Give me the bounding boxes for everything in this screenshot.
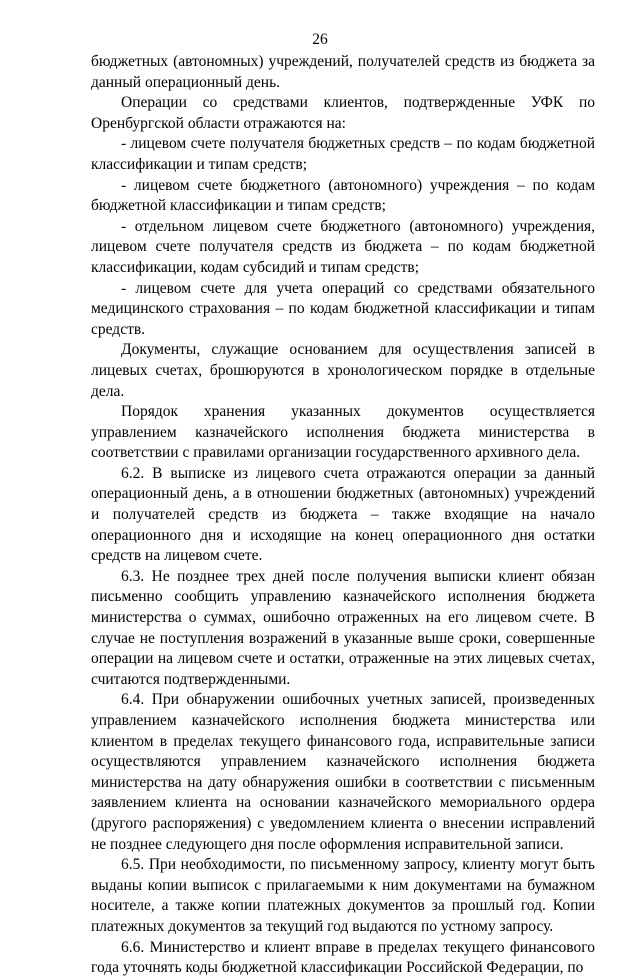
list-item-institution-account: - лицевом счете бюджетного (автономного) учреждения – по кодам бюджетной классификации и типам средств; bbox=[91, 176, 595, 215]
page-number: 26 bbox=[312, 31, 328, 48]
paragraph-section-6-4: 6.4. При обнаружении ошибочных учетных записей, произведенных управлением казначейского исполнения бюджета министерства или клиентом в пределах текущего финансового года, исправительные записи осуществляются управлением казначейского исполнения бюджета министерства на дату обнаружения ошибки в соответствии с письменным заявлением клиента на основании казначейского мемориального ордера (другого распоряжения) с уведомлением клиента о внесении исправлений не позднее следующего дня после оформления исправительной записи. bbox=[91, 691, 595, 853]
paragraph-storage-order: Порядок хранения указанных документов осуществляется управлением казначейского исполнения бюджета министерства в соответствии с правилами организации государственного архивного дела. bbox=[91, 403, 595, 462]
paragraph-documents: Документы, служащие основанием для осуществления записей в лицевых счетах, брошюруются в хронологическом порядке в отдельные дела. bbox=[91, 341, 595, 400]
paragraph-section-6-3: 6.3. Не позднее трех дней после получения выписки клиент обязан письменно сообщить управлению казначейского исполнения бюджета министерства о суммах, ошибочно отраженных на его лицевом счете. В случае не поступления возражений в указанные выше сроки, совершенные операции на лицевом счете и остатки, отраженные на этих лицевых счетах, считаются подтвержденными. bbox=[91, 567, 595, 688]
list-item-separate-account: - отдельном лицевом счете бюджетного (автономного) учреждения, лицевом счете получателя средств из бюджета – по кодам бюджетной классификации, кодам субсидий и типам средств; bbox=[91, 217, 595, 276]
list-item-medical-insurance-account: - лицевом счете для учета операций со средствами обязательного медицинского страхования – по кодам бюджетной классификации и типам средств. bbox=[91, 279, 595, 338]
paragraph-operations-intro: Операции со средствами клиентов, подтвержденные УФК по Оренбургской области отражаются на: bbox=[91, 94, 595, 132]
list-item-recipient-account: - лицевом счете получателя бюджетных средств – по кодам бюджетной классификации и типам средств; bbox=[91, 135, 595, 173]
document-body bbox=[91, 52, 595, 979]
paragraph-section-6-2: 6.2. В выписке из лицевого счета отражаются операции за данный операционный день, а в отношении бюджетных (автономных) учреждений и получателей средств из бюджета – также входящие на начало операционного дня и исходящие на конец операционного дня остатки средств на лицевом счете. bbox=[91, 464, 595, 565]
paragraph-continuation: бюджетных (автономных) учреждений, получателей средств из бюджета за данный операционный день. bbox=[91, 53, 595, 91]
paragraph-section-6-6: 6.6. Министерство и клиент вправе в пределах текущего финансового года уточнять коды бюджетной классификации Российской Федерации, по bbox=[91, 938, 595, 977]
paragraph-section-6-5: 6.5. При необходимости, по письменному запросу, клиенту могут быть выданы копии выписок с прилагаемыми к ним документами на бумажном носителе, а также копии платежных документов за прошлый год. Копии платежных документов за текущий год выдаются по устному запросу. bbox=[91, 856, 595, 935]
